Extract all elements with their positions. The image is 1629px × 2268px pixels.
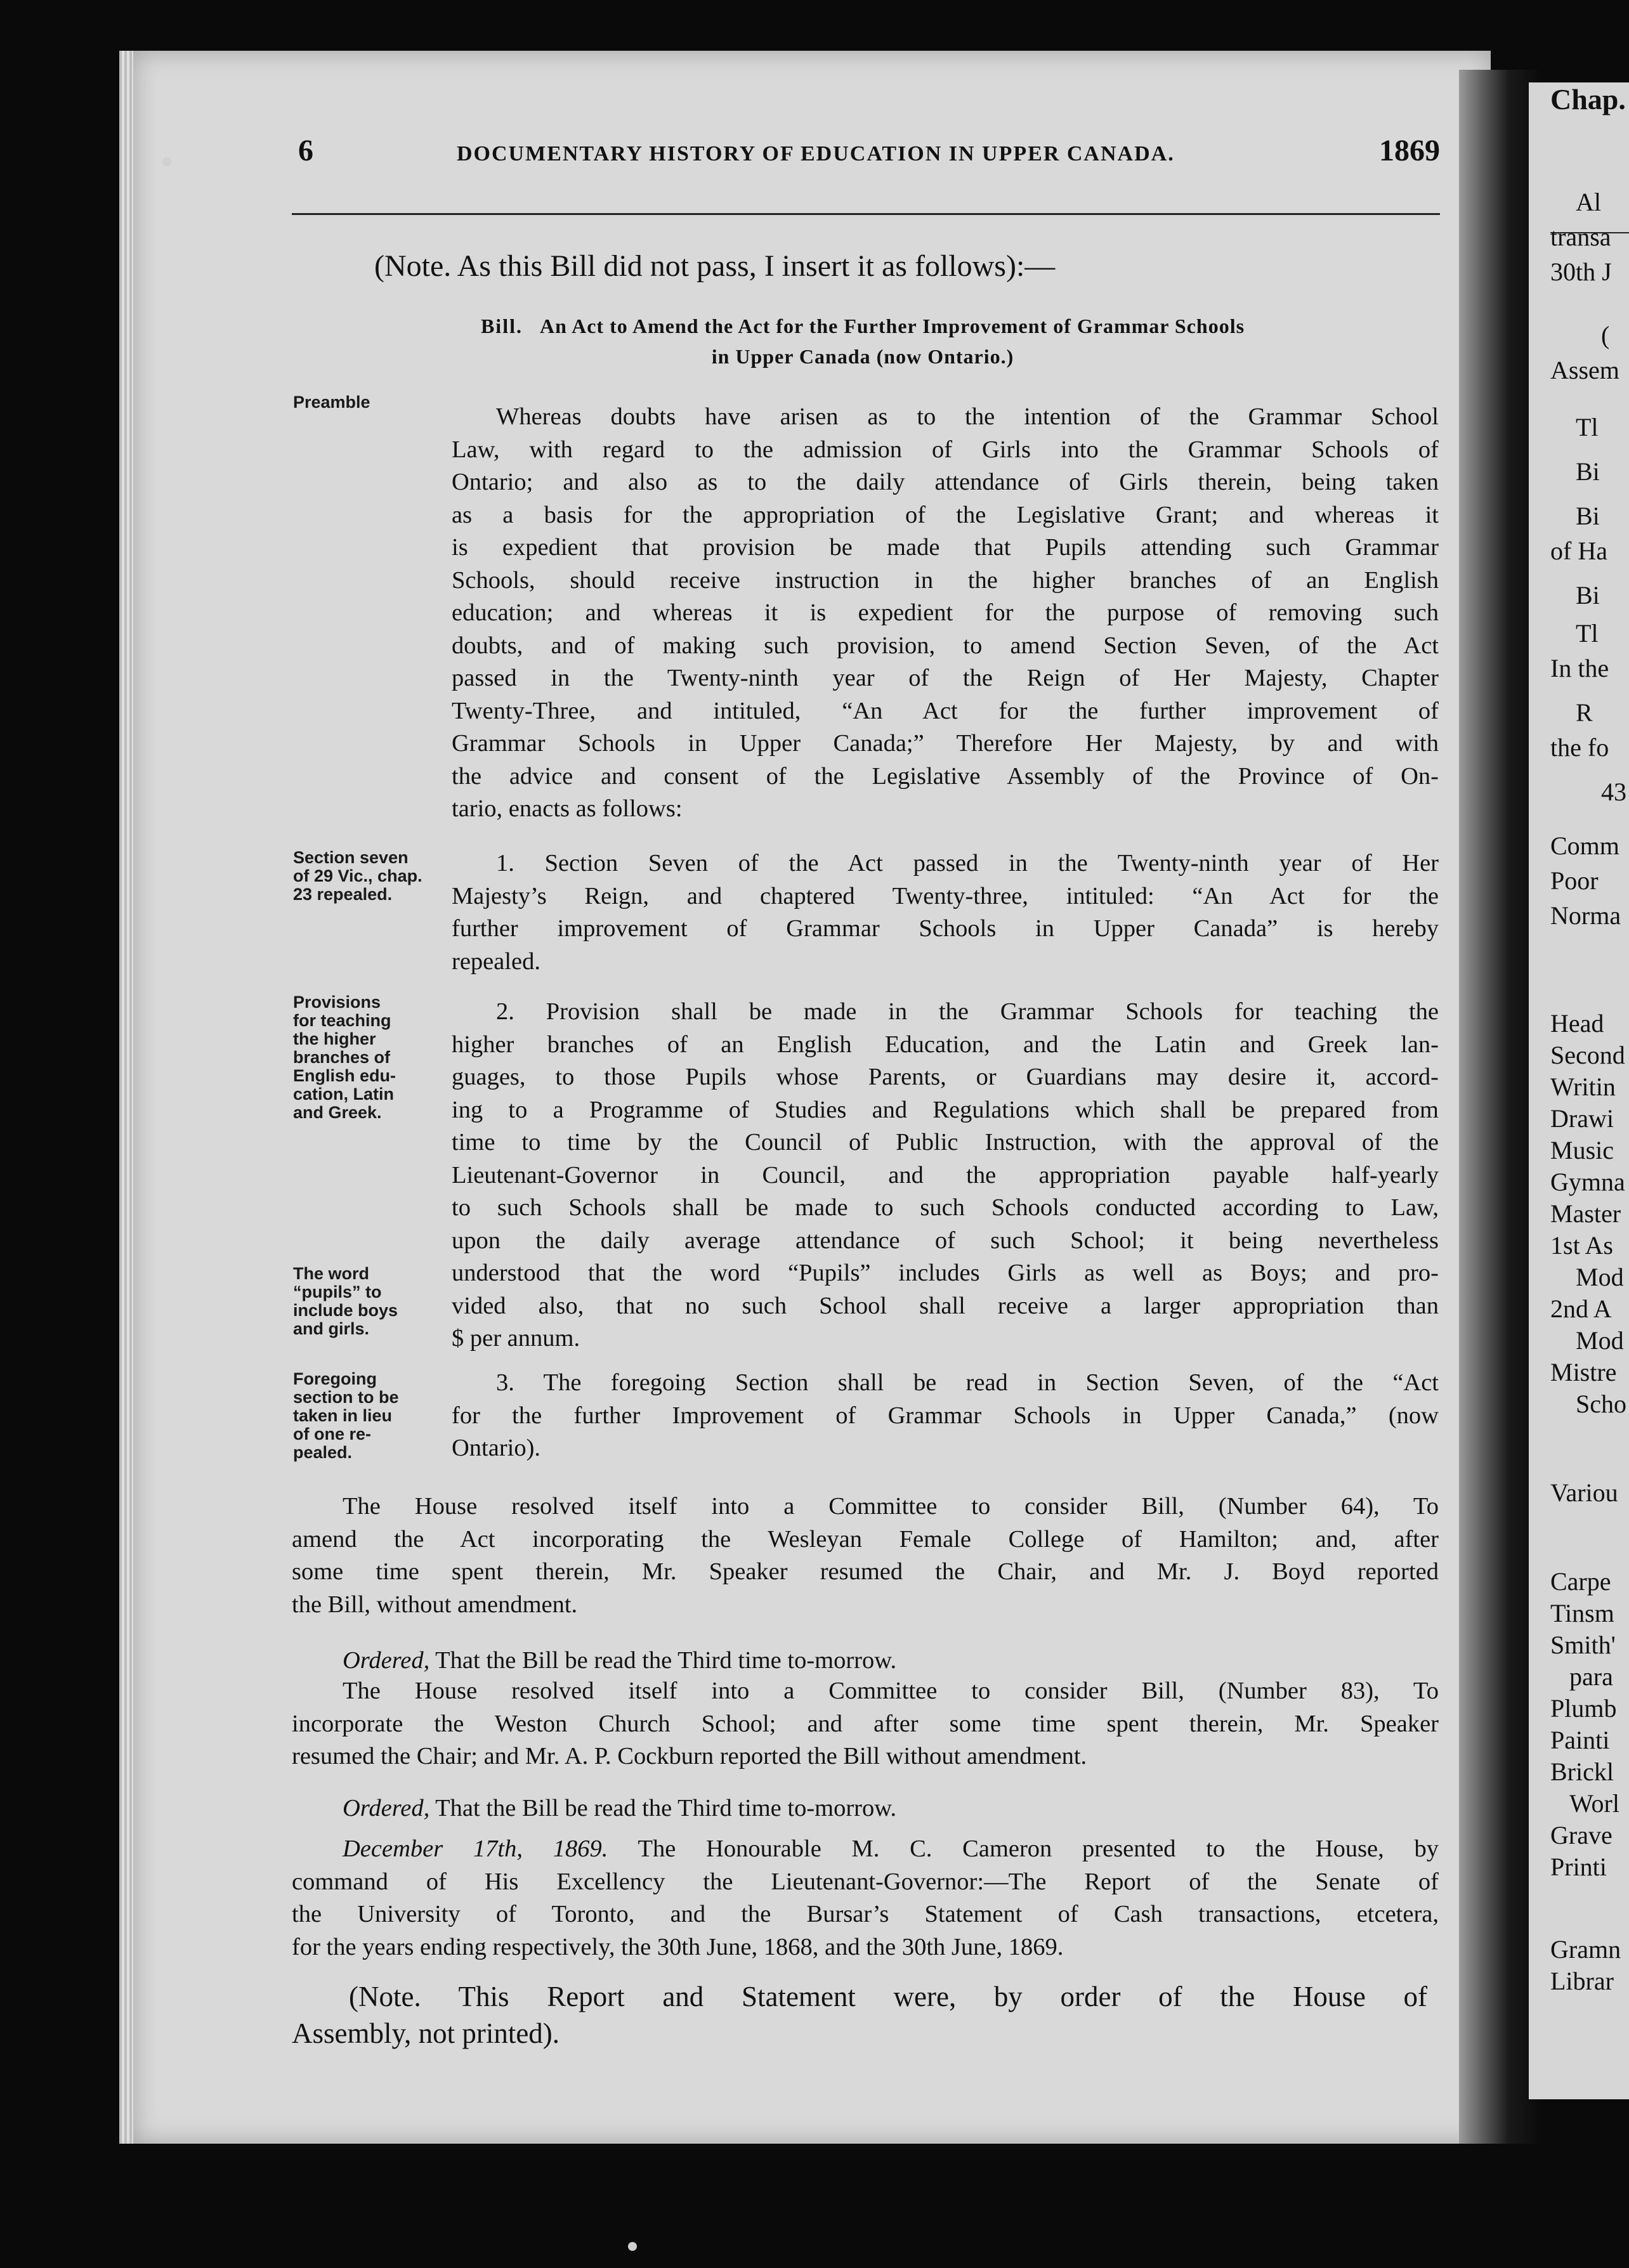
next-page-text: Brickl xyxy=(1550,1757,1614,1786)
side-note-line: Section seven xyxy=(293,848,409,867)
text-line: guages, to those Pupils whose Parents, or Guardians may desire it, accord- xyxy=(452,1064,1439,1090)
text-line: Ontario). xyxy=(452,1435,541,1461)
next-page-text: para xyxy=(1569,1662,1613,1691)
next-page-text: Smith' xyxy=(1550,1631,1616,1659)
side-note-line: and Greek. xyxy=(293,1103,382,1122)
next-page-text: ( xyxy=(1601,321,1610,349)
text-line: the Bill, without amendment. xyxy=(292,1591,578,1618)
text-line: 1. Section Seven of the Act passed in the Twenty-ninth year of Her xyxy=(496,850,1439,877)
next-page-text: Plumb xyxy=(1550,1694,1617,1723)
next-page-text: 1st As xyxy=(1550,1231,1613,1260)
text-line: repealed. xyxy=(452,948,540,975)
side-note-line: taken in lieu xyxy=(293,1406,393,1425)
text-line: amend the Act incorporating the Wesleyan Female College of Hamilton; and, after xyxy=(292,1525,1439,1553)
side-note-line: English edu- xyxy=(293,1066,396,1085)
side-note-line: include boys xyxy=(293,1301,398,1320)
text-line: doubts, and of making such provision, to amend Section Seven, of the Act xyxy=(452,632,1439,659)
bill-title xyxy=(292,311,1434,372)
text-line: The House resolved itself into a Committee to consider Bill, (Number 83), To xyxy=(343,1678,1439,1704)
text-line: tario, enacts as follows: xyxy=(452,795,683,822)
text-line: for the further Improvement of Grammar Schools in Upper Canada,” (now xyxy=(452,1402,1439,1429)
side-note xyxy=(293,849,445,904)
speck xyxy=(628,2242,637,2251)
text-line: upon the daily average attendance of such School; it being nevertheless xyxy=(452,1227,1439,1254)
text-line: Twenty-Three, and intituled, “An Act for the further improvement of xyxy=(452,697,1439,724)
side-note-line: branches of xyxy=(293,1048,391,1067)
side-note xyxy=(293,993,445,1122)
next-page-text: Poor xyxy=(1550,866,1599,895)
side-note-line: for teaching xyxy=(293,1011,391,1030)
text-line: resumed the Chair; and Mr. A. P. Cockburn reported the Bill without amendment. xyxy=(292,1743,1087,1769)
next-page-text: Gymna xyxy=(1550,1168,1625,1196)
next-page-text: Second xyxy=(1550,1041,1625,1069)
bill-title-line-1: An Act to Amend the Act for the Further Improvement of Grammar Schools xyxy=(539,315,1245,337)
side-note-line: Foregoing xyxy=(293,1369,377,1388)
text-line: higher branches of an English Education, and the Latin and Greek lan- xyxy=(452,1031,1439,1058)
next-page-text: Al xyxy=(1576,188,1601,216)
page-header xyxy=(298,133,1440,178)
next-page-text: 2nd A xyxy=(1550,1294,1612,1323)
running-title: DOCUMENTARY HISTORY OF EDUCATION IN UPPER CANADA. xyxy=(457,142,1175,166)
text-line: 2. Provision shall be made in the Grammar Schools for teaching the xyxy=(496,998,1439,1025)
text-line: as a basis for the appropriation of the Legislative Grant; and whereas it xyxy=(452,501,1439,528)
italic-lead: Ordered, xyxy=(343,1795,430,1822)
text-line: Majesty’s Reign, and chaptered Twenty-three, intituled: “An Act for the xyxy=(452,882,1439,909)
next-page-text: Tl xyxy=(1576,619,1599,648)
text-line: Lieutenant-Governor in Council, and the appropriation payable half-yearly xyxy=(452,1161,1439,1189)
next-page-text: Gramn xyxy=(1550,1935,1621,1964)
text-line: understood that the word “Pupils” includes Girls as well as Boys; and pro- xyxy=(452,1260,1439,1286)
next-page-text: Variou xyxy=(1550,1478,1618,1507)
next-page-fragment xyxy=(1529,82,1629,2099)
next-page-text: Comm xyxy=(1550,831,1619,860)
next-page-text: Head xyxy=(1550,1009,1604,1038)
text-line: is expedient that provision be made that Pupils attending such Grammar xyxy=(452,534,1439,561)
text-line: Ordered, That the Bill be read the Third time to-morrow. xyxy=(343,1647,897,1674)
next-page-text: Painti xyxy=(1550,1726,1610,1754)
text-line: Whereas doubts have arisen as to the intention of the Grammar School xyxy=(496,403,1439,430)
next-page-text: Music xyxy=(1550,1136,1614,1164)
side-note-line: of one re- xyxy=(293,1424,372,1444)
speck xyxy=(162,157,171,166)
next-page-text: 43 xyxy=(1601,778,1626,806)
next-page-text: Worl xyxy=(1569,1789,1619,1818)
next-page-text: Mistre xyxy=(1550,1358,1617,1386)
next-page-text: Bi xyxy=(1576,581,1600,609)
next-page-text: In the xyxy=(1550,654,1609,682)
next-page-text: Bi xyxy=(1576,457,1600,486)
text-line: Schools, should receive instruction in the higher branches of an English xyxy=(452,566,1439,594)
next-page-text: Mod xyxy=(1576,1326,1624,1355)
text-line: the University of Toronto, and the Bursar’s Statement of Cash transactions, etcetera, xyxy=(292,1901,1439,1927)
next-page-text: 30th J xyxy=(1550,257,1612,286)
next-page-text: Tinsm xyxy=(1550,1599,1614,1627)
next-page-text: Norma xyxy=(1550,901,1621,930)
side-note-line: the higher xyxy=(293,1029,376,1048)
page-number: 6 xyxy=(298,134,313,167)
text-line: Grammar Schools in Upper Canada;” Therefore Her Majesty, by and with xyxy=(452,730,1439,757)
next-page-text: Carpe xyxy=(1550,1567,1611,1596)
side-note xyxy=(293,1370,445,1462)
next-page-text: Master xyxy=(1550,1199,1621,1228)
text-line: for the years ending respectively, the 30th June, 1868, and the 30th June, 1869. xyxy=(292,1933,1064,1960)
header-year: 1869 xyxy=(1379,134,1440,167)
side-note-line: 23 repealed. xyxy=(293,885,393,904)
text-line: education; and whereas it is expedient for the purpose of removing such xyxy=(452,599,1439,626)
side-note xyxy=(293,1265,445,1338)
text-line: Ontario; and also as to the daily attendance of Girls therein, being taken xyxy=(452,469,1439,495)
note-intro: (Note. As this Bill did not pass, I insert it as follows):— xyxy=(374,249,1056,283)
next-page-text: Assem xyxy=(1550,356,1619,384)
text-line: further improvement of Grammar Schools in Upper Canada” is hereby xyxy=(452,915,1439,942)
italic-lead: December 17th, 1869. xyxy=(343,1835,608,1862)
side-note-line: section to be xyxy=(293,1388,399,1407)
next-page-text: Tl xyxy=(1576,413,1599,441)
text-line: $ per annum. xyxy=(452,1325,580,1352)
text-line: command of His Excellency the Lieutenant-Governor:—The Report of the Senate of xyxy=(292,1868,1439,1895)
text-line: to such Schools shall be made to such Schools conducted according to Law, xyxy=(452,1194,1439,1221)
next-page-text: of Ha xyxy=(1550,537,1607,565)
next-page-text: Mod xyxy=(1576,1263,1624,1291)
text-line: time to time by the Council of Public Instruction, with the approval of the xyxy=(452,1129,1439,1156)
side-note-line: pealed. xyxy=(293,1443,353,1462)
text-line: December 17th, 1869. The Honourable M. C. Cameron presented to the House, by xyxy=(343,1835,1439,1862)
next-page-text: Printi xyxy=(1550,1853,1607,1881)
side-note-line: cation, Latin xyxy=(293,1085,395,1104)
text-line: vided also, that no such School shall receive a larger appropriation than xyxy=(452,1292,1439,1319)
next-page-text: Chap. xyxy=(1550,83,1626,115)
header-rule xyxy=(292,213,1440,215)
text-line: passed in the Twenty-ninth year of the Reign of Her Majesty, Chapter xyxy=(452,665,1439,691)
side-note-line: The word xyxy=(293,1264,369,1283)
closing-note-line: Assembly, not printed). xyxy=(292,2017,560,2049)
side-note-line: of 29 Vic., chap. xyxy=(293,866,422,885)
next-page-text: R xyxy=(1576,698,1593,727)
next-page-text: transa xyxy=(1550,223,1611,251)
italic-lead: Ordered, xyxy=(343,1647,430,1674)
next-page-text: Writin xyxy=(1550,1072,1616,1101)
side-note xyxy=(293,393,445,412)
text-line: the advice and consent of the Legislative Assembly of the Province of On- xyxy=(452,762,1439,790)
next-page-text: Librar xyxy=(1550,1967,1614,1995)
next-page-text: Bi xyxy=(1576,502,1600,530)
text-line: Law, with regard to the admission of Girls into the Grammar Schools of xyxy=(452,436,1439,463)
next-page-text: Drawi xyxy=(1550,1104,1614,1133)
text-line: Ordered, That the Bill be read the Third time to-morrow. xyxy=(343,1795,897,1822)
bill-title-line-2: in Upper Canada (now Ontario.) xyxy=(711,345,1014,368)
text-line: The House resolved itself into a Committee to consider Bill, (Number 64), To xyxy=(343,1493,1439,1520)
text-line: ing to a Programme of Studies and Regulations which shall be prepared from xyxy=(452,1096,1439,1123)
bill-label: Bill. xyxy=(480,315,523,337)
side-note-line: Provisions xyxy=(293,993,381,1012)
side-note-line: “pupils” to xyxy=(293,1282,382,1301)
text-line: 3. The foregoing Section shall be read in Section Seven, of the “Act xyxy=(496,1369,1439,1396)
text-line: some time spent therein, Mr. Speaker resumed the Chair, and Mr. J. Boyd reported xyxy=(292,1558,1439,1585)
next-page-text: Scho xyxy=(1576,1390,1626,1418)
closing-note-line: (Note. This Report and Statement were, by order of the House of xyxy=(349,1981,1427,2012)
next-page-text: Grave xyxy=(1550,1821,1613,1849)
side-note-line: Preamble xyxy=(293,393,370,412)
next-page-text: the fo xyxy=(1550,733,1609,762)
text-line: incorporate the Weston Church School; and after some time spent therein, Mr. Speaker xyxy=(292,1710,1439,1737)
side-note-line: and girls. xyxy=(293,1319,370,1338)
